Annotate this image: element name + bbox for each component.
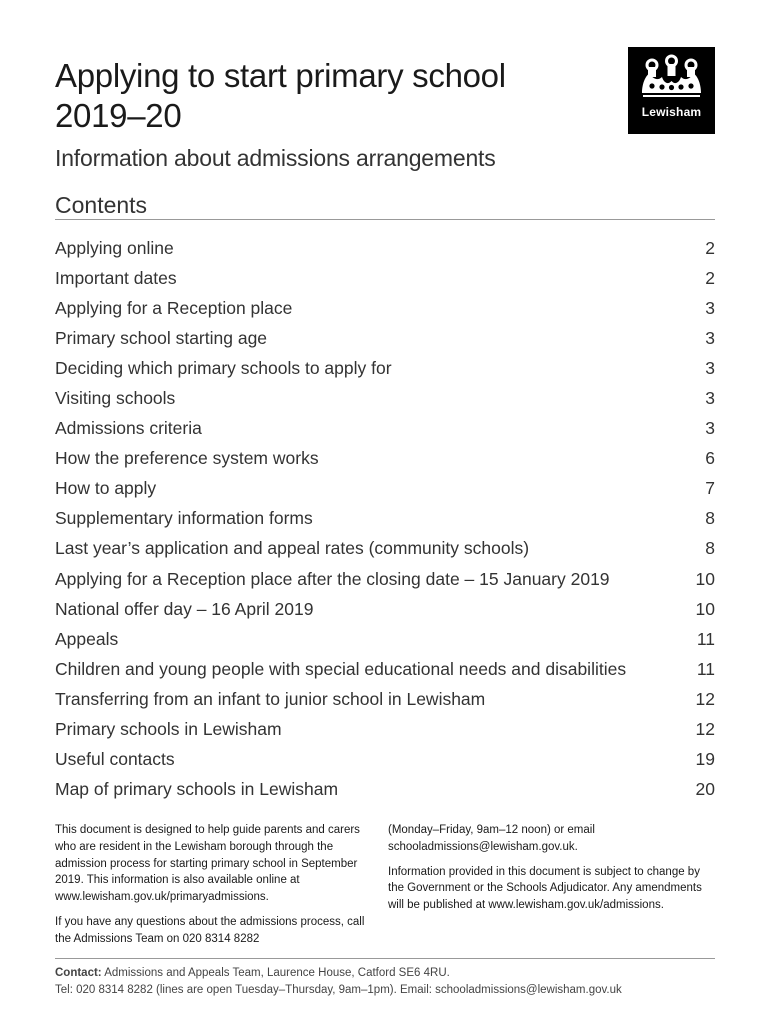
contact-address: Admissions and Appeals Team, Laurence House, Catford SE6 4RU.	[101, 967, 450, 979]
title-line-2: 2019–20	[55, 97, 182, 134]
toc-entry[interactable]	[55, 443, 715, 473]
contents-heading: Contents	[55, 192, 148, 218]
toc-entry-title: How the preference system works	[55, 448, 319, 469]
toc-entry-page: 2	[705, 238, 715, 258]
toc-entry[interactable]	[55, 413, 715, 443]
toc-entry[interactable]	[55, 383, 715, 413]
toc-entry[interactable]	[55, 353, 715, 383]
toc-entry-page: 20	[695, 778, 715, 799]
lewisham-logo	[628, 47, 715, 134]
toc-entry-title: Deciding which primary schools to apply for	[55, 358, 392, 379]
divider	[55, 958, 715, 959]
toc-entry-page: 3	[705, 358, 715, 379]
toc-entry-page: 12	[695, 688, 715, 709]
toc-entry[interactable]	[55, 684, 715, 714]
toc-entry-title: Useful contacts	[55, 748, 175, 769]
toc-entry[interactable]	[55, 323, 715, 353]
toc-entry-title: Primary school starting age	[55, 328, 268, 349]
toc-entry[interactable]	[55, 624, 715, 654]
logo-text: Lewisham	[641, 105, 702, 119]
intro-paragraph: This document is designed to help guide parents and carers who are resident in the Lewisham borough through the admission process for starting primary school in September 2019. This information is also available online at www.lewisham.gov.uk/primaryadmissions.	[55, 824, 360, 904]
table-of-contents	[55, 233, 715, 804]
toc-entry-title: Last year’s application and appeal rates (community schools)	[55, 538, 530, 559]
toc-entry-page: 6	[705, 448, 715, 469]
toc-entry-page: 8	[705, 508, 715, 529]
toc-entry-title: Visiting schools	[55, 388, 176, 409]
title-line-1: Applying to start primary school	[55, 57, 506, 94]
toc-entry[interactable]	[55, 654, 715, 684]
toc-entry-title: Applying for a Reception place after the closing date – 15 January 2019	[55, 568, 610, 589]
toc-entry[interactable]	[55, 564, 715, 594]
toc-entry-page: 12	[695, 718, 715, 739]
toc-entry-title: Transferring from an infant to junior school in Lewisham	[55, 688, 486, 709]
toc-entry-page: 10	[695, 568, 715, 589]
intro-paragraph: Information provided in this document is subject to change by the Government or the Schools Adjudicator. Any amendments will be published at www.lewisham.gov.uk/admissions.	[388, 865, 702, 912]
toc-entry[interactable]	[55, 263, 715, 293]
toc-entry-page: 2	[705, 268, 715, 289]
toc-entry[interactable]	[55, 503, 715, 533]
toc-entry-page: 3	[705, 328, 715, 349]
intro-left-column	[55, 822, 377, 956]
intro-right-column	[388, 822, 710, 922]
toc-entry-title: Children and young people with special educational needs and disabilities	[55, 658, 627, 679]
page-title	[55, 56, 615, 136]
toc-entry-title: How to apply	[55, 478, 157, 499]
toc-entry-page: 3	[705, 298, 715, 319]
toc-entry[interactable]	[55, 233, 715, 263]
divider	[55, 219, 715, 220]
toc-entry[interactable]	[55, 594, 715, 624]
toc-entry-title: Important dates	[55, 268, 177, 289]
toc-entry[interactable]	[55, 293, 715, 323]
toc-entry[interactable]	[55, 714, 715, 744]
intro-paragraph: If you have any questions about the admissions process, call the Admissions Team on 020 8314 8282	[55, 915, 365, 945]
toc-entry-title: Supplementary information forms	[55, 508, 313, 529]
footer-phone-email-line: Tel: 020 8314 8282 (lines are open Tuesday–Thursday, 9am–1pm). Email: schooladmissions@lewisham.gov.uk	[55, 984, 622, 996]
toc-entry-title: Admissions criteria	[55, 418, 202, 439]
toc-entry-title: Applying online	[55, 238, 174, 258]
page-subtitle: Information about admissions arrangements	[55, 145, 496, 171]
toc-entry-title: Map of primary schools in Lewisham	[55, 778, 339, 799]
toc-entry-title: Appeals	[55, 628, 119, 649]
toc-entry[interactable]	[55, 473, 715, 503]
toc-entry-page: 19	[695, 748, 715, 769]
toc-entry[interactable]	[55, 774, 715, 804]
toc-entry-page: 7	[705, 478, 715, 499]
toc-entry-page: 3	[705, 388, 715, 409]
toc-entry-page: 8	[705, 538, 715, 559]
crown-icon	[628, 47, 715, 134]
intro-paragraph: (Monday–Friday, 9am–12 noon) or email schooladmissions@lewisham.gov.uk.	[388, 824, 595, 853]
toc-entry-page: 11	[696, 658, 715, 679]
contact-label: Contact:	[55, 967, 102, 979]
toc-entry-title: National offer day – 16 April 2019	[55, 598, 314, 619]
toc-entry-page: 3	[705, 418, 715, 439]
footer-contact-line	[55, 965, 725, 982]
toc-entry-page: 10	[695, 598, 715, 619]
toc-entry[interactable]	[55, 533, 715, 563]
toc-entry[interactable]	[55, 744, 715, 774]
toc-entry-title: Applying for a Reception place	[55, 298, 293, 319]
footer	[55, 965, 725, 999]
toc-entry-title: Primary schools in Lewisham	[55, 718, 282, 739]
toc-entry-page: 11	[696, 628, 715, 649]
